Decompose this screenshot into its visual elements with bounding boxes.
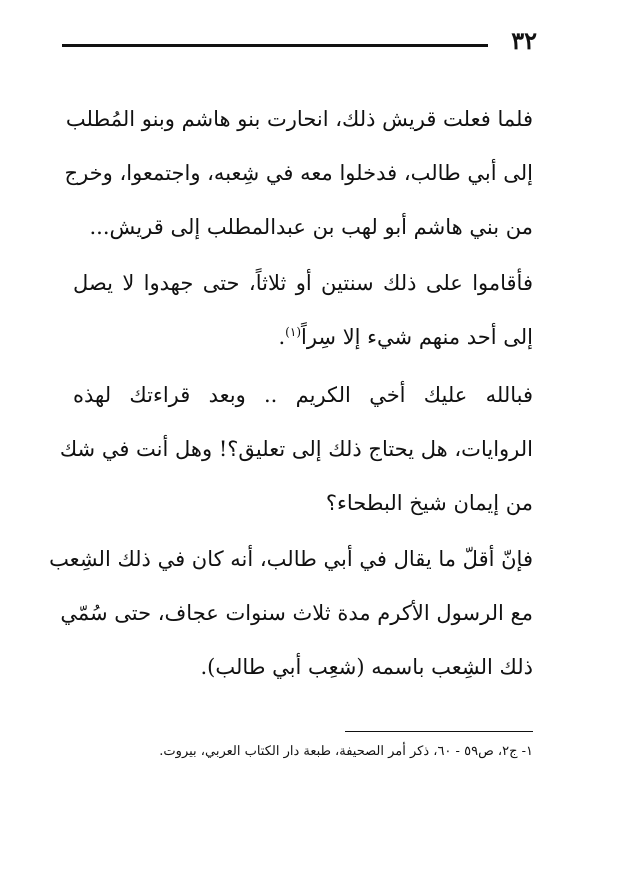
footnote: ١- ج٢، ص٥٩ - ٦٠، ذكر أمر الصحيفة، طبعة دار الكتاب العربي، بيروت. xyxy=(159,744,533,759)
paragraph-1-line-2: إلى أبي طالب، فدخلوا معه في شِعبه، واجتمعوا، وخرج xyxy=(64,161,533,185)
page-number: ٣٢ xyxy=(511,26,537,55)
paragraph-4-line-1: فإنّ أقلّ ما يقال في أبي طالب، أنه كان في ذلك الشِعب xyxy=(49,547,533,571)
paragraph-4-line-2: مع الرسول الأكرم مدة ثلاث سنوات عجاف، حتى سُمّي xyxy=(60,601,533,625)
paragraph-2-line-1: فأقاموا على ذلك سنتين أو ثلاثاً، حتى جهدوا لا يصل xyxy=(73,271,533,295)
paragraph-2-line-2-text: إلى أحد منهم شيء إلا سِراً xyxy=(301,325,533,349)
footnote-rule xyxy=(345,731,533,732)
paragraph-3-line-3: من إيمان شيخ البطحاء؟ xyxy=(325,491,533,515)
paragraph-4-line-3: ذلك الشِعب باسمه (شعِب أبي طالب). xyxy=(200,655,533,679)
paragraph-3-line-1: فبالله عليك أخي الكريم .. وبعد قراءتك لهذه xyxy=(73,383,534,407)
header-rule xyxy=(62,44,488,47)
paragraph-1-line-3: من بني هاشم أبو لهب بن عبدالمطلب إلى قريش... xyxy=(89,215,533,239)
paragraph-3-line-2: الروايات، هل يحتاج ذلك إلى تعليق؟! وهل أنت في شك xyxy=(59,437,533,461)
paragraph-1-line-1: فلما فعلت قريش ذلك، انحارت بنو هاشم وبنو المُطلب xyxy=(65,107,533,131)
footnote-marker: (١) xyxy=(285,325,301,339)
paragraph-2-line-2: إلى أحد منهم شيء إلا سِراً$^{(١)}$. xyxy=(278,325,533,349)
